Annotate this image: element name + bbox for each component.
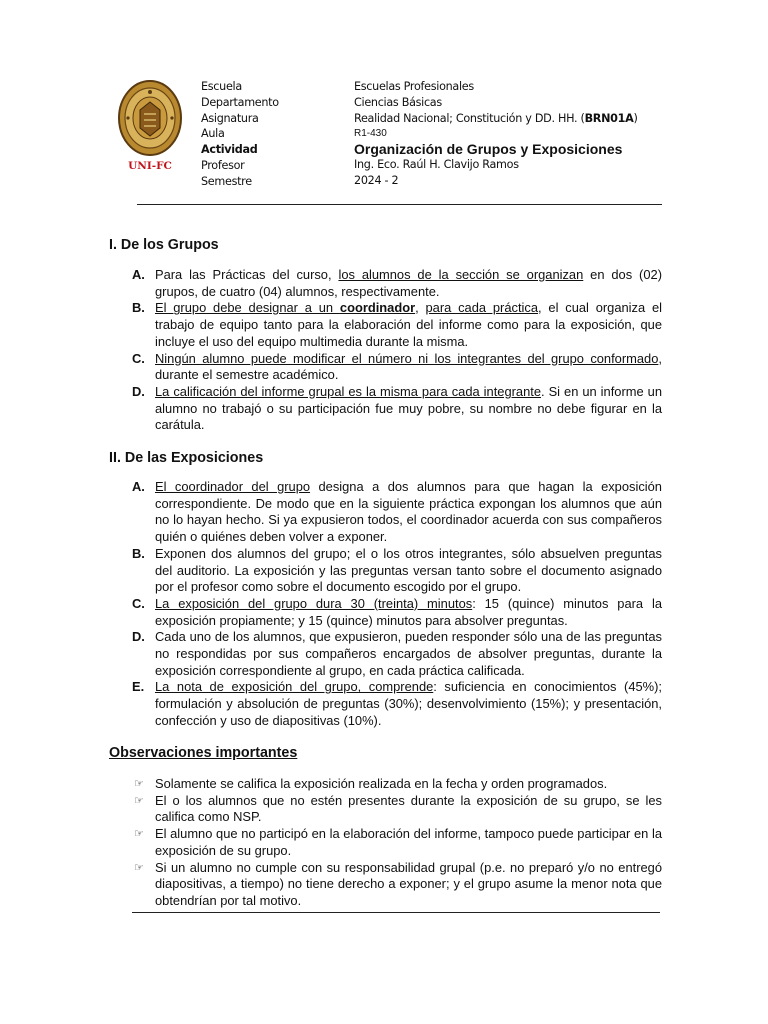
list-item: C. La exposición del grupo dura 30 (treinta) minutos: 15 (quince) minutos para la exposición propiamente; y 15 (quince) minutos para absolver preguntas. bbox=[132, 595, 662, 628]
list-item: A. El coordinador del grupo designa a dos alumnos para que hagan la exposición correspondiente. De modo que en la siguiente práctica expongan los alumnos que aún no lo hayan hecho. Si ya expusieron todos, el coordinador acuerda con sus compañeros quién o quiénes deben volver a exponer. bbox=[132, 479, 662, 545]
pointing-hand-icon: ☞ bbox=[134, 794, 144, 807]
list-item: ☞ El o los alumnos que no estén presentes durante la exposición de su grupo, se les califica como NSP. bbox=[134, 792, 662, 825]
list-item: B. El grupo debe designar a un coordinador, para cada práctica, el cual organiza el trabajo de equipo tanto para la elaboración del informe como para la exposición, que incluye el uso del equipo multimedia durante la misma. bbox=[132, 300, 662, 349]
list-item: ☞ El alumno que no participó en la elaboración del informe, tampoco puede participar en la exposición de su grupo. bbox=[134, 826, 662, 858]
value-room: R1-430 bbox=[354, 128, 387, 140]
list-item: B. Exponen dos alumnos del grupo; el o los otros integrantes, sólo absuelven preguntas del auditorio. La exposición y las preguntas versan tanto sobre el documento asignado por el profesor como sobre el documento escogido por el grupo. bbox=[132, 545, 662, 595]
label-room: Aula bbox=[201, 127, 225, 141]
value-semester: 2024 - 2 bbox=[354, 173, 399, 187]
section-title-groups: I. De los Grupos bbox=[109, 237, 219, 253]
footer-divider bbox=[132, 912, 660, 913]
value-activity: Organización de Grupos y Exposiciones bbox=[354, 141, 623, 158]
list-item: C. Ningún alumno puede modificar el número ni los integrantes del grupo conformado, durante el semestre académico. bbox=[132, 350, 662, 383]
label-teacher: Profesor bbox=[201, 158, 245, 172]
observations-list bbox=[132, 776, 662, 910]
list-item: A. Para las Prácticas del curso, los alumnos de la sección se organizan en dos (02) grupos, de cuatro (04) alumnos, respectivamente. bbox=[132, 267, 662, 299]
list-item: D. Cada uno de los alumnos, que expusieron, pueden responder sólo una de las preguntas no respondidas por sus compañeros encargados de absolver preguntas, durante la exposición correspondiente al grupo, en cada práctica calificada. bbox=[132, 629, 662, 678]
list-item: E. La nota de exposición del grupo, comprende: suficiencia en conocimientos (45%); formulación y absolución de preguntas (30%); desenvolvimiento (15%); y presentación, confección y uso de diapositivas (10%). bbox=[132, 679, 662, 728]
header-values bbox=[354, 79, 638, 189]
value-department: Ciencias Básicas bbox=[354, 95, 442, 109]
label-school: Escuela bbox=[201, 80, 242, 93]
pointing-hand-icon: ☞ bbox=[134, 861, 144, 874]
value-subject: Realidad Nacional; Constitución y DD. HH. (BRN01A) bbox=[354, 111, 638, 125]
section-title-expositions: II. De las Exposiciones bbox=[109, 450, 264, 466]
label-subject: Asignatura bbox=[201, 111, 259, 125]
label-department: Departamento bbox=[201, 95, 279, 109]
groups-list bbox=[132, 267, 662, 434]
list-item: ☞ Solamente se califica la exposición realizada en la fecha y orden programados. bbox=[134, 776, 608, 791]
header-divider bbox=[137, 204, 662, 205]
subject-code: BRN01A bbox=[584, 111, 634, 125]
value-school: Escuelas Profesionales bbox=[354, 80, 474, 93]
logo-caption: UNI-FC bbox=[128, 160, 172, 172]
pointing-hand-icon: ☞ bbox=[134, 828, 144, 841]
label-semester: Semestre bbox=[201, 174, 252, 188]
label-activity: Actividad bbox=[201, 143, 258, 157]
list-item: ☞ Si un alumno no cumple con su responsabilidad grupal (p.e. no preparó y/o no entregó diapositivas, a tiempo) no tiene derecho a exponer; y el grupo asume la menor nota que obtendrían por tal motivo. bbox=[134, 859, 662, 908]
expositions-list bbox=[132, 479, 662, 730]
pointing-hand-icon: ☞ bbox=[134, 778, 144, 790]
header-labels bbox=[201, 79, 279, 190]
value-teacher: Ing. Eco. Raúl H. Clavijo Ramos bbox=[354, 158, 519, 172]
university-seal-logo bbox=[116, 78, 184, 174]
observations-title: Observaciones importantes bbox=[109, 745, 298, 761]
list-item: D. La calificación del informe grupal es la misma para cada integrante. Si en un informe un alumno no trabajó o su participación fue muy pobre, su nombre no debe figurar en la carátula. bbox=[132, 383, 662, 433]
